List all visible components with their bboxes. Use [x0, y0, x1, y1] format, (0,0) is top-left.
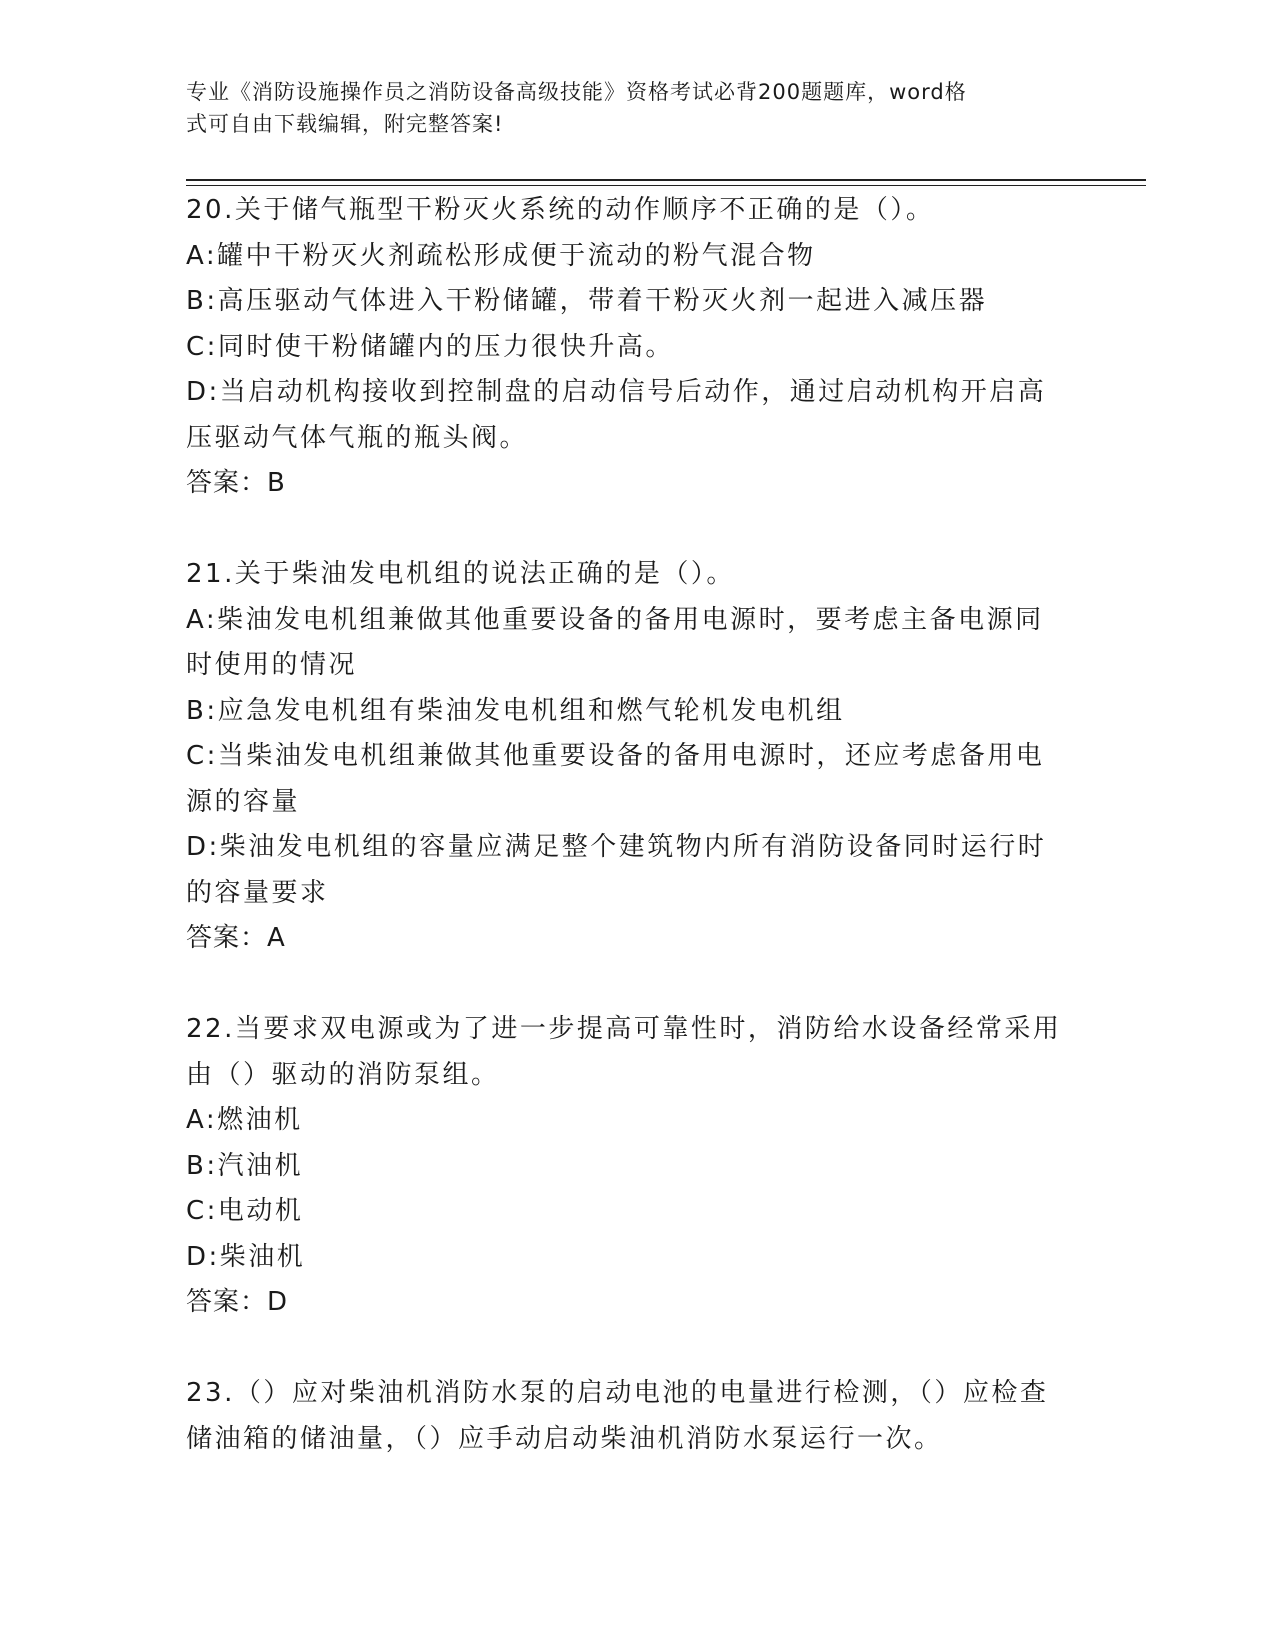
option-c: C:电动机: [186, 1196, 304, 1226]
option-d-continued: 的容量要求: [186, 877, 329, 908]
option-d-continued: 压驱动气体气瓶的瓶头阀。: [186, 422, 529, 453]
option-d: D:当启动机构接收到控制盘的启动信号后动作，通过启动机构开启高: [186, 377, 1047, 407]
question-stem: 23.（）应对柴油机消防水泵的启动电池的电量进行检测，（）应检查: [186, 1378, 1049, 1408]
option-c: C:当柴油发电机组兼做其他重要设备的备用电源时，还应考虑备用电: [186, 741, 1045, 771]
option-d: D:柴油机: [186, 1241, 306, 1272]
option-c: C:同时使干粉储罐内的压力很快升高。: [186, 331, 674, 362]
option-c-continued: 源的容量: [186, 786, 301, 817]
question-list: [186, 188, 1066, 1508]
option-a-continued: 时使用的情况: [186, 650, 358, 680]
question-item: [186, 1007, 1066, 1326]
option-b: B:高压驱动气体进入干粉储罐，带着干粉灭火剂一起进入减压器: [186, 286, 988, 316]
question-stem: 21.关于柴油发电机组的说法正确的是（）。: [186, 559, 735, 589]
question-stem-continued: 由（）驱动的消防泵组。: [186, 1059, 500, 1090]
question-stem: 22.当要求双电源或为了进一步提高可靠性时，消防给水设备经常采用: [186, 1014, 1062, 1044]
question-item: [186, 1371, 1066, 1462]
question-stem: 20.关于储气瓶型干粉灭火系统的动作顺序不正确的是（）。: [186, 195, 935, 225]
option-b: B:汽油机: [186, 1150, 304, 1181]
option-d: D:柴油发电机组的容量应满足整个建筑物内所有消防设备同时运行时: [186, 832, 1047, 862]
header-divider-thin: [186, 185, 1146, 186]
option-a: A:燃油机: [186, 1105, 303, 1135]
option-a: A:罐中干粉灭火剂疏松形成便于流动的粉气混合物: [186, 240, 816, 271]
question-item: [186, 552, 1066, 962]
answer: 答案：D: [186, 1287, 289, 1317]
header-divider-thick: [186, 179, 1146, 181]
question-item: [186, 188, 1066, 507]
header-line-1: 专业《消防设施操作员之消防设备高级技能》资格考试必背200题题库，word格: [186, 80, 967, 104]
question-stem-continued: 储油箱的储油量，（）应手动启动柴油机消防水泵运行一次。: [186, 1423, 943, 1454]
header-line-2: 式可自由下载编辑，附完整答案!: [186, 112, 504, 136]
answer: 答案：A: [186, 923, 286, 953]
option-b: B:应急发电机组有柴油发电机组和燃气轮机发电机组: [186, 695, 845, 726]
option-a: A:柴油发电机组兼做其他重要设备的备用电源时，要考虑主备电源同: [186, 604, 1044, 635]
document-header: [186, 76, 1066, 140]
answer: 答案：B: [186, 468, 286, 498]
